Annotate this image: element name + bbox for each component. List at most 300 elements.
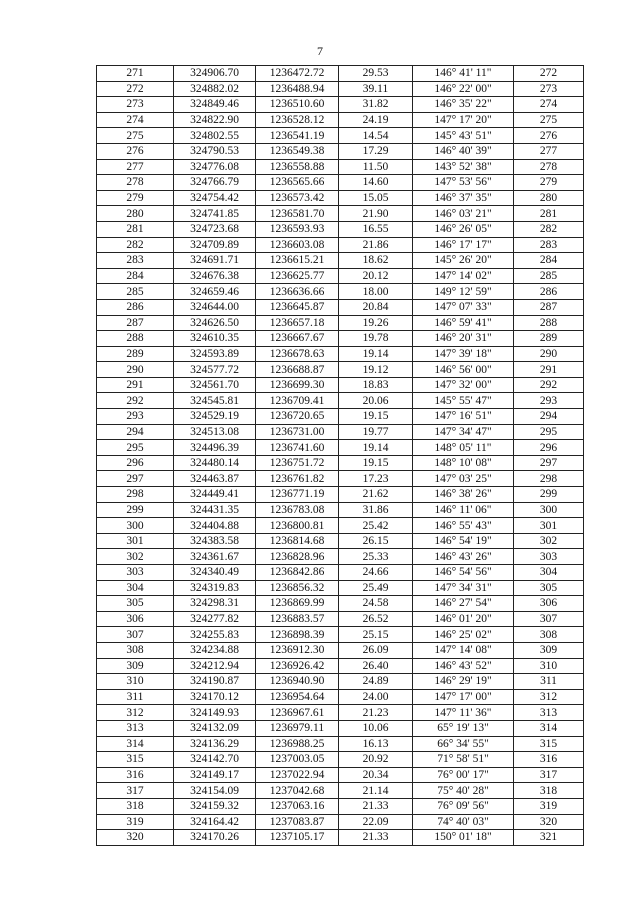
x-coordinate-cell: 324529.19 bbox=[174, 409, 256, 425]
y-coordinate-cell: 1236558.88 bbox=[256, 159, 339, 175]
x-coordinate-cell: 324361.67 bbox=[174, 549, 256, 565]
next-point-cell: 275 bbox=[514, 112, 584, 128]
x-coordinate-cell: 324754.42 bbox=[174, 190, 256, 206]
next-point-cell: 301 bbox=[514, 518, 584, 534]
next-point-cell: 310 bbox=[514, 658, 584, 674]
y-coordinate-cell: 1236912.30 bbox=[256, 642, 339, 658]
next-point-cell: 289 bbox=[514, 331, 584, 347]
table-row bbox=[97, 440, 584, 456]
distance-cell: 31.82 bbox=[339, 97, 413, 113]
distance-cell: 19.15 bbox=[339, 409, 413, 425]
y-coordinate-cell: 1236783.08 bbox=[256, 502, 339, 518]
x-coordinate-cell: 324340.49 bbox=[174, 565, 256, 581]
next-point-cell: 295 bbox=[514, 424, 584, 440]
point-number-cell: 279 bbox=[97, 190, 174, 206]
next-point-cell: 287 bbox=[514, 299, 584, 315]
next-point-cell: 292 bbox=[514, 377, 584, 393]
table-row bbox=[97, 97, 584, 113]
point-number-cell: 284 bbox=[97, 268, 174, 284]
table-row bbox=[97, 611, 584, 627]
bearing-cell: 71° 58' 51" bbox=[413, 752, 514, 768]
y-coordinate-cell: 1236731.00 bbox=[256, 424, 339, 440]
next-point-cell: 316 bbox=[514, 752, 584, 768]
next-point-cell: 321 bbox=[514, 830, 584, 846]
next-point-cell: 314 bbox=[514, 720, 584, 736]
x-coordinate-cell: 324790.53 bbox=[174, 143, 256, 159]
y-coordinate-cell: 1236603.08 bbox=[256, 237, 339, 253]
next-point-cell: 272 bbox=[514, 66, 584, 82]
distance-cell: 20.12 bbox=[339, 268, 413, 284]
table-row bbox=[97, 409, 584, 425]
bearing-cell: 147° 11' 36" bbox=[413, 705, 514, 721]
x-coordinate-cell: 324513.08 bbox=[174, 424, 256, 440]
bearing-cell: 147° 34' 47" bbox=[413, 424, 514, 440]
next-point-cell: 302 bbox=[514, 533, 584, 549]
table-row bbox=[97, 66, 584, 82]
y-coordinate-cell: 1236771.19 bbox=[256, 487, 339, 503]
table-row bbox=[97, 830, 584, 846]
point-number-cell: 301 bbox=[97, 533, 174, 549]
table-row bbox=[97, 627, 584, 643]
point-number-cell: 286 bbox=[97, 299, 174, 315]
table-row bbox=[97, 471, 584, 487]
point-number-cell: 295 bbox=[97, 440, 174, 456]
next-point-cell: 320 bbox=[514, 814, 584, 830]
distance-cell: 20.34 bbox=[339, 767, 413, 783]
y-coordinate-cell: 1236615.21 bbox=[256, 253, 339, 269]
point-number-cell: 290 bbox=[97, 362, 174, 378]
point-number-cell: 320 bbox=[97, 830, 174, 846]
y-coordinate-cell: 1236869.99 bbox=[256, 596, 339, 612]
point-number-cell: 303 bbox=[97, 565, 174, 581]
next-point-cell: 288 bbox=[514, 315, 584, 331]
x-coordinate-cell: 324277.82 bbox=[174, 611, 256, 627]
bearing-cell: 146° 22' 00" bbox=[413, 81, 514, 97]
bearing-cell: 147° 17' 20" bbox=[413, 112, 514, 128]
bearing-cell: 148° 10' 08" bbox=[413, 455, 514, 471]
bearing-cell: 76° 00' 17" bbox=[413, 767, 514, 783]
table-row bbox=[97, 284, 584, 300]
distance-cell: 39.11 bbox=[339, 81, 413, 97]
point-number-cell: 319 bbox=[97, 814, 174, 830]
bearing-cell: 146° 59' 41" bbox=[413, 315, 514, 331]
table-row bbox=[97, 315, 584, 331]
next-point-cell: 304 bbox=[514, 565, 584, 581]
next-point-cell: 318 bbox=[514, 783, 584, 799]
next-point-cell: 308 bbox=[514, 627, 584, 643]
next-point-cell: 273 bbox=[514, 81, 584, 97]
point-number-cell: 278 bbox=[97, 175, 174, 191]
y-coordinate-cell: 1236678.63 bbox=[256, 346, 339, 362]
distance-cell: 14.60 bbox=[339, 175, 413, 191]
table-row bbox=[97, 143, 584, 159]
y-coordinate-cell: 1237083.87 bbox=[256, 814, 339, 830]
next-point-cell: 306 bbox=[514, 596, 584, 612]
distance-cell: 20.06 bbox=[339, 393, 413, 409]
next-point-cell: 299 bbox=[514, 487, 584, 503]
x-coordinate-cell: 324561.70 bbox=[174, 377, 256, 393]
y-coordinate-cell: 1236688.87 bbox=[256, 362, 339, 378]
distance-cell: 24.58 bbox=[339, 596, 413, 612]
point-number-cell: 310 bbox=[97, 674, 174, 690]
y-coordinate-cell: 1236645.87 bbox=[256, 299, 339, 315]
next-point-cell: 286 bbox=[514, 284, 584, 300]
distance-cell: 16.55 bbox=[339, 221, 413, 237]
point-number-cell: 313 bbox=[97, 720, 174, 736]
next-point-cell: 277 bbox=[514, 143, 584, 159]
x-coordinate-cell: 324610.35 bbox=[174, 331, 256, 347]
x-coordinate-cell: 324593.89 bbox=[174, 346, 256, 362]
table-row bbox=[97, 424, 584, 440]
distance-cell: 10.06 bbox=[339, 720, 413, 736]
table-row bbox=[97, 112, 584, 128]
x-coordinate-cell: 324480.14 bbox=[174, 455, 256, 471]
table-row bbox=[97, 596, 584, 612]
x-coordinate-cell: 324709.89 bbox=[174, 237, 256, 253]
distance-cell: 25.42 bbox=[339, 518, 413, 534]
bearing-cell: 146° 03' 21" bbox=[413, 206, 514, 222]
next-point-cell: 291 bbox=[514, 362, 584, 378]
bearing-cell: 147° 53' 56" bbox=[413, 175, 514, 191]
table-row bbox=[97, 175, 584, 191]
y-coordinate-cell: 1236528.12 bbox=[256, 112, 339, 128]
table-row bbox=[97, 689, 584, 705]
table-row bbox=[97, 331, 584, 347]
next-point-cell: 313 bbox=[514, 705, 584, 721]
point-number-cell: 280 bbox=[97, 206, 174, 222]
y-coordinate-cell: 1236636.66 bbox=[256, 284, 339, 300]
distance-cell: 25.49 bbox=[339, 580, 413, 596]
bearing-cell: 147° 14' 02" bbox=[413, 268, 514, 284]
x-coordinate-cell: 324212.94 bbox=[174, 658, 256, 674]
distance-cell: 24.00 bbox=[339, 689, 413, 705]
x-coordinate-cell: 324149.17 bbox=[174, 767, 256, 783]
x-coordinate-cell: 324776.08 bbox=[174, 159, 256, 175]
bearing-cell: 65° 19' 13" bbox=[413, 720, 514, 736]
y-coordinate-cell: 1236856.32 bbox=[256, 580, 339, 596]
distance-cell: 21.90 bbox=[339, 206, 413, 222]
x-coordinate-cell: 324164.42 bbox=[174, 814, 256, 830]
point-number-cell: 308 bbox=[97, 642, 174, 658]
table-row bbox=[97, 705, 584, 721]
distance-cell: 24.19 bbox=[339, 112, 413, 128]
next-point-cell: 293 bbox=[514, 393, 584, 409]
table-row bbox=[97, 767, 584, 783]
bearing-cell: 146° 20' 31" bbox=[413, 331, 514, 347]
bearing-cell: 146° 17' 17" bbox=[413, 237, 514, 253]
y-coordinate-cell: 1236842.86 bbox=[256, 565, 339, 581]
y-coordinate-cell: 1236565.66 bbox=[256, 175, 339, 191]
y-coordinate-cell: 1236898.39 bbox=[256, 627, 339, 643]
next-point-cell: 280 bbox=[514, 190, 584, 206]
y-coordinate-cell: 1236828.96 bbox=[256, 549, 339, 565]
x-coordinate-cell: 324822.90 bbox=[174, 112, 256, 128]
distance-cell: 19.77 bbox=[339, 424, 413, 440]
y-coordinate-cell: 1236967.61 bbox=[256, 705, 339, 721]
point-number-cell: 299 bbox=[97, 502, 174, 518]
y-coordinate-cell: 1236657.18 bbox=[256, 315, 339, 331]
table-row bbox=[97, 159, 584, 175]
table-row bbox=[97, 798, 584, 814]
next-point-cell: 281 bbox=[514, 206, 584, 222]
next-point-cell: 309 bbox=[514, 642, 584, 658]
distance-cell: 20.92 bbox=[339, 752, 413, 768]
y-coordinate-cell: 1236625.77 bbox=[256, 268, 339, 284]
point-number-cell: 315 bbox=[97, 752, 174, 768]
table-row bbox=[97, 268, 584, 284]
table-row bbox=[97, 393, 584, 409]
y-coordinate-cell: 1236472.72 bbox=[256, 66, 339, 82]
point-number-cell: 314 bbox=[97, 736, 174, 752]
bearing-cell: 147° 32' 00" bbox=[413, 377, 514, 393]
point-number-cell: 305 bbox=[97, 596, 174, 612]
distance-cell: 19.14 bbox=[339, 346, 413, 362]
x-coordinate-cell: 324170.12 bbox=[174, 689, 256, 705]
bearing-cell: 146° 27' 54" bbox=[413, 596, 514, 612]
point-number-cell: 306 bbox=[97, 611, 174, 627]
distance-cell: 21.23 bbox=[339, 705, 413, 721]
x-coordinate-cell: 324463.87 bbox=[174, 471, 256, 487]
point-number-cell: 273 bbox=[97, 97, 174, 113]
page-number: 7 bbox=[317, 44, 323, 58]
y-coordinate-cell: 1236488.94 bbox=[256, 81, 339, 97]
bearing-cell: 145° 43' 51" bbox=[413, 128, 514, 144]
bearing-cell: 146° 29' 19" bbox=[413, 674, 514, 690]
x-coordinate-cell: 324319.83 bbox=[174, 580, 256, 596]
y-coordinate-cell: 1237003.05 bbox=[256, 752, 339, 768]
distance-cell: 21.33 bbox=[339, 798, 413, 814]
distance-cell: 19.12 bbox=[339, 362, 413, 378]
point-number-cell: 285 bbox=[97, 284, 174, 300]
point-number-cell: 304 bbox=[97, 580, 174, 596]
y-coordinate-cell: 1236761.82 bbox=[256, 471, 339, 487]
x-coordinate-cell: 324741.85 bbox=[174, 206, 256, 222]
distance-cell: 21.14 bbox=[339, 783, 413, 799]
point-number-cell: 282 bbox=[97, 237, 174, 253]
distance-cell: 24.89 bbox=[339, 674, 413, 690]
x-coordinate-cell: 324142.70 bbox=[174, 752, 256, 768]
point-number-cell: 309 bbox=[97, 658, 174, 674]
bearing-cell: 66° 34' 55" bbox=[413, 736, 514, 752]
point-number-cell: 316 bbox=[97, 767, 174, 783]
bearing-cell: 146° 38' 26" bbox=[413, 487, 514, 503]
x-coordinate-cell: 324626.50 bbox=[174, 315, 256, 331]
distance-cell: 26.40 bbox=[339, 658, 413, 674]
point-number-cell: 288 bbox=[97, 331, 174, 347]
bearing-cell: 146° 35' 22" bbox=[413, 97, 514, 113]
x-coordinate-cell: 324431.35 bbox=[174, 502, 256, 518]
x-coordinate-cell: 324154.09 bbox=[174, 783, 256, 799]
distance-cell: 22.09 bbox=[339, 814, 413, 830]
point-number-cell: 317 bbox=[97, 783, 174, 799]
bearing-cell: 147° 07' 33" bbox=[413, 299, 514, 315]
bearing-cell: 147° 34' 31" bbox=[413, 580, 514, 596]
bearing-cell: 145° 55' 47" bbox=[413, 393, 514, 409]
y-coordinate-cell: 1236667.67 bbox=[256, 331, 339, 347]
table-row bbox=[97, 580, 584, 596]
y-coordinate-cell: 1236979.11 bbox=[256, 720, 339, 736]
bearing-cell: 146° 41' 11" bbox=[413, 66, 514, 82]
next-point-cell: 298 bbox=[514, 471, 584, 487]
point-number-cell: 307 bbox=[97, 627, 174, 643]
y-coordinate-cell: 1236751.72 bbox=[256, 455, 339, 471]
point-number-cell: 297 bbox=[97, 471, 174, 487]
coordinates-table bbox=[96, 65, 584, 846]
distance-cell: 21.33 bbox=[339, 830, 413, 846]
next-point-cell: 283 bbox=[514, 237, 584, 253]
table-row bbox=[97, 549, 584, 565]
distance-cell: 20.84 bbox=[339, 299, 413, 315]
x-coordinate-cell: 324882.02 bbox=[174, 81, 256, 97]
x-coordinate-cell: 324545.81 bbox=[174, 393, 256, 409]
x-coordinate-cell: 324723.68 bbox=[174, 221, 256, 237]
next-point-cell: 284 bbox=[514, 253, 584, 269]
point-number-cell: 298 bbox=[97, 487, 174, 503]
table-row bbox=[97, 752, 584, 768]
distance-cell: 21.86 bbox=[339, 237, 413, 253]
y-coordinate-cell: 1236741.60 bbox=[256, 440, 339, 456]
table-row bbox=[97, 206, 584, 222]
y-coordinate-cell: 1237042.68 bbox=[256, 783, 339, 799]
table-row bbox=[97, 487, 584, 503]
bearing-cell: 146° 40' 39" bbox=[413, 143, 514, 159]
next-point-cell: 294 bbox=[514, 409, 584, 425]
point-number-cell: 289 bbox=[97, 346, 174, 362]
bearing-cell: 146° 37' 35" bbox=[413, 190, 514, 206]
table-row bbox=[97, 565, 584, 581]
distance-cell: 14.54 bbox=[339, 128, 413, 144]
distance-cell: 26.52 bbox=[339, 611, 413, 627]
distance-cell: 18.83 bbox=[339, 377, 413, 393]
next-point-cell: 296 bbox=[514, 440, 584, 456]
x-coordinate-cell: 324676.38 bbox=[174, 268, 256, 284]
distance-cell: 18.00 bbox=[339, 284, 413, 300]
x-coordinate-cell: 324659.46 bbox=[174, 284, 256, 300]
bearing-cell: 146° 54' 56" bbox=[413, 565, 514, 581]
next-point-cell: 282 bbox=[514, 221, 584, 237]
point-number-cell: 292 bbox=[97, 393, 174, 409]
distance-cell: 19.78 bbox=[339, 331, 413, 347]
distance-cell: 11.50 bbox=[339, 159, 413, 175]
x-coordinate-cell: 324132.09 bbox=[174, 720, 256, 736]
x-coordinate-cell: 324644.00 bbox=[174, 299, 256, 315]
bearing-cell: 150° 01' 18" bbox=[413, 830, 514, 846]
point-number-cell: 293 bbox=[97, 409, 174, 425]
point-number-cell: 275 bbox=[97, 128, 174, 144]
distance-cell: 25.33 bbox=[339, 549, 413, 565]
distance-cell: 19.26 bbox=[339, 315, 413, 331]
y-coordinate-cell: 1236541.19 bbox=[256, 128, 339, 144]
bearing-cell: 146° 01' 20" bbox=[413, 611, 514, 627]
x-coordinate-cell: 324691.71 bbox=[174, 253, 256, 269]
x-coordinate-cell: 324298.31 bbox=[174, 596, 256, 612]
y-coordinate-cell: 1236573.42 bbox=[256, 190, 339, 206]
bearing-cell: 146° 56' 00" bbox=[413, 362, 514, 378]
table-row bbox=[97, 674, 584, 690]
table-row bbox=[97, 658, 584, 674]
point-number-cell: 271 bbox=[97, 66, 174, 82]
table-row bbox=[97, 533, 584, 549]
y-coordinate-cell: 1236814.68 bbox=[256, 533, 339, 549]
table-row bbox=[97, 253, 584, 269]
point-number-cell: 294 bbox=[97, 424, 174, 440]
table-row bbox=[97, 128, 584, 144]
x-coordinate-cell: 324766.79 bbox=[174, 175, 256, 191]
next-point-cell: 315 bbox=[514, 736, 584, 752]
distance-cell: 17.23 bbox=[339, 471, 413, 487]
bearing-cell: 146° 43' 52" bbox=[413, 658, 514, 674]
bearing-cell: 147° 16' 51" bbox=[413, 409, 514, 425]
x-coordinate-cell: 324849.46 bbox=[174, 97, 256, 113]
bearing-cell: 146° 25' 02" bbox=[413, 627, 514, 643]
point-number-cell: 302 bbox=[97, 549, 174, 565]
next-point-cell: 312 bbox=[514, 689, 584, 705]
y-coordinate-cell: 1236549.38 bbox=[256, 143, 339, 159]
next-point-cell: 274 bbox=[514, 97, 584, 113]
x-coordinate-cell: 324255.83 bbox=[174, 627, 256, 643]
x-coordinate-cell: 324449.41 bbox=[174, 487, 256, 503]
bearing-cell: 146° 26' 05" bbox=[413, 221, 514, 237]
table-row bbox=[97, 642, 584, 658]
bearing-cell: 143° 52' 38" bbox=[413, 159, 514, 175]
bearing-cell: 147° 39' 18" bbox=[413, 346, 514, 362]
next-point-cell: 276 bbox=[514, 128, 584, 144]
distance-cell: 17.29 bbox=[339, 143, 413, 159]
table-row bbox=[97, 814, 584, 830]
point-number-cell: 296 bbox=[97, 455, 174, 471]
bearing-cell: 146° 43' 26" bbox=[413, 549, 514, 565]
next-point-cell: 300 bbox=[514, 502, 584, 518]
x-coordinate-cell: 324906.70 bbox=[174, 66, 256, 82]
distance-cell: 26.09 bbox=[339, 642, 413, 658]
point-number-cell: 300 bbox=[97, 518, 174, 534]
coordinates-table-body bbox=[97, 66, 584, 846]
distance-cell: 31.86 bbox=[339, 502, 413, 518]
table-row bbox=[97, 299, 584, 315]
bearing-cell: 148° 05' 11" bbox=[413, 440, 514, 456]
table-row bbox=[97, 362, 584, 378]
point-number-cell: 272 bbox=[97, 81, 174, 97]
distance-cell: 25.15 bbox=[339, 627, 413, 643]
table-row bbox=[97, 720, 584, 736]
next-point-cell: 279 bbox=[514, 175, 584, 191]
next-point-cell: 303 bbox=[514, 549, 584, 565]
next-point-cell: 311 bbox=[514, 674, 584, 690]
next-point-cell: 307 bbox=[514, 611, 584, 627]
y-coordinate-cell: 1237022.94 bbox=[256, 767, 339, 783]
y-coordinate-cell: 1237105.17 bbox=[256, 830, 339, 846]
next-point-cell: 305 bbox=[514, 580, 584, 596]
next-point-cell: 278 bbox=[514, 159, 584, 175]
x-coordinate-cell: 324234.88 bbox=[174, 642, 256, 658]
bearing-cell: 146° 54' 19" bbox=[413, 533, 514, 549]
y-coordinate-cell: 1236581.70 bbox=[256, 206, 339, 222]
x-coordinate-cell: 324383.58 bbox=[174, 533, 256, 549]
y-coordinate-cell: 1236988.25 bbox=[256, 736, 339, 752]
bearing-cell: 145° 26' 20" bbox=[413, 253, 514, 269]
next-point-cell: 290 bbox=[514, 346, 584, 362]
table-row bbox=[97, 518, 584, 534]
y-coordinate-cell: 1236940.90 bbox=[256, 674, 339, 690]
distance-cell: 24.66 bbox=[339, 565, 413, 581]
distance-cell: 29.53 bbox=[339, 66, 413, 82]
y-coordinate-cell: 1236699.30 bbox=[256, 377, 339, 393]
table-row bbox=[97, 190, 584, 206]
x-coordinate-cell: 324190.87 bbox=[174, 674, 256, 690]
y-coordinate-cell: 1236510.60 bbox=[256, 97, 339, 113]
bearing-cell: 149° 12' 59" bbox=[413, 284, 514, 300]
y-coordinate-cell: 1236593.93 bbox=[256, 221, 339, 237]
